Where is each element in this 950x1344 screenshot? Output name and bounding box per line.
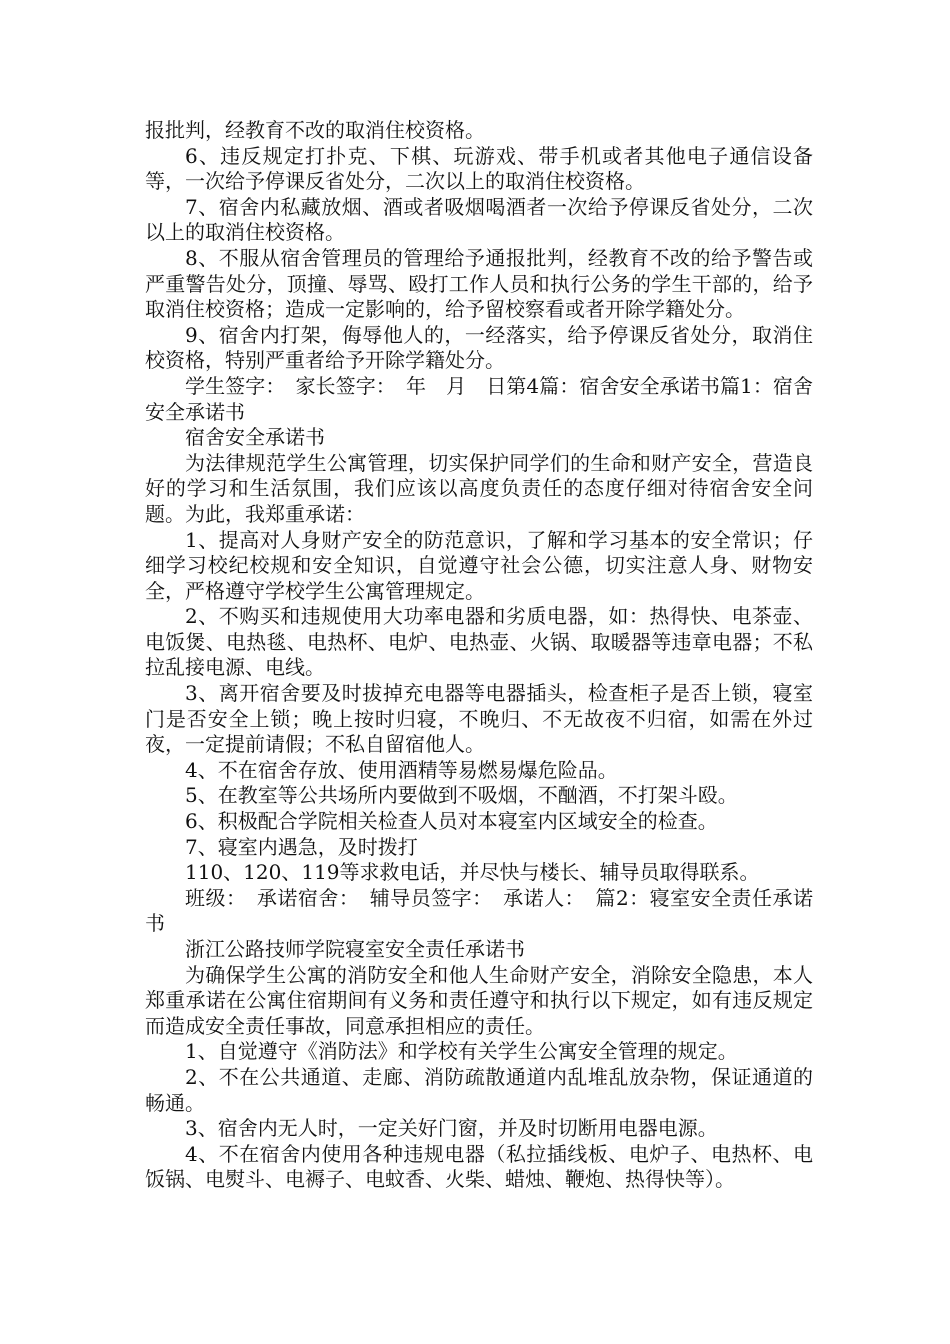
responsibility-item-1: 1、自觉遵守《消防法》和学校有关学生公寓安全管理的规定。: [185, 1039, 738, 1064]
pledge-item-4: 4、不在宿舍存放、使用酒精等易燃易爆危险品。: [185, 757, 618, 782]
section-title-1: 宿舍安全承诺书: [185, 425, 325, 450]
pledge-item-2: 2、不购买和违规使用大功率电器和劣质电器，如：热得快、电茶壶、电饭煲、电热毯、电热杯、电炉、电热壶、火锅、取暖器等违章电器；不私拉乱接电源、电线。: [145, 604, 813, 680]
intro-paragraph-2: 为确保学生公寓的消防安全和他人生命财产安全，消除安全隐患，本人郑重承诺在公寓住宿期间有义务和责任遵守和执行以下规定，如有违反规定而造成安全责任事故，同意承担相应的责任。: [145, 962, 813, 1038]
document-body: [145, 118, 813, 1193]
pledge-item-7: 7、寝室内遇急，及时拨打: [185, 834, 418, 859]
responsibility-item-3: 3、宿舍内无人时，一定关好门窗，并及时切断用电器电源。: [185, 1116, 718, 1141]
pledge-item-5: 5、在教室等公共场所内要做到不吸烟，不酗酒，不打架斗殴。: [185, 783, 738, 808]
paragraph-continuation: 报批判，经教育不改的取消住校资格。: [145, 118, 485, 142]
emergency-numbers-line: 110、120、119等求救电话，并尽快与楼长、辅导员取得联系。: [185, 860, 760, 885]
rule-item-6: 6、违反规定打扑克、下棋、玩游戏、带手机或者其他电子通信设备等，一次给予停课反省处分，二次以上的取消住校资格。: [145, 143, 813, 194]
pledge-item-3: 3、离开宿舍要及时拔掉充电器等电器插头，检查柜子是否上锁，寝室门是否安全上锁；晚上按时归寝，不晚归、不无故夜不归宿，如需在外过夜，一定提前请假；不私自留宿他人。: [145, 681, 813, 757]
pledge-item-6: 6、积极配合学院相关检查人员对本寝室内区域安全的检查。: [185, 809, 718, 834]
responsibility-item-2: 2、不在公共通道、走廊、消防疏散通道内乱堆乱放杂物，保证通道的畅通。: [145, 1064, 813, 1115]
pledge-item-1: 1、提高对人身财产安全的防范意识，了解和学习基本的安全常识；仔细学习校纪校规和安全知识，自觉遵守社会公德，切实注意人身、财物安全，严格遵守学校学生公寓管理规定。: [145, 527, 813, 603]
section-title-2: 浙江公路技师学院寝室安全责任承诺书: [185, 937, 525, 961]
intro-paragraph-1: 为法律规范学生公寓管理，切实保护同学们的生命和财产安全，营造良好的学习和生活氛围，我们应该以高度负责任的态度仔细对待宿舍安全问题。为此，我郑重承诺：: [145, 450, 813, 526]
signature-line-2: 班级： 承诺宿舍： 辅导员签字： 承诺人： 篇2：寝室安全责任承诺书: [145, 885, 813, 936]
signature-line-1: 学生签字： 家长签字： 年 月 日第4篇：宿舍安全承诺书篇1：宿舍安全承诺书: [145, 373, 813, 424]
responsibility-item-4: 4、不在宿舍内使用各种违规电器（私拉插线板、电炉子、电热杯、电饭锅、电熨斗、电褥子、电蚊香、火柴、蜡烛、鞭炮、热得快等）。: [145, 1141, 813, 1192]
rule-item-8: 8、不服从宿舍管理员的管理给予通报批判，经教育不改的给予警告或严重警告处分，顶撞、辱骂、殴打工作人员和执行公务的学生干部的，给予取消住校资格；造成一定影响的，给予留校察看或者开除学籍处分。: [145, 245, 813, 322]
rule-item-9: 9、宿舍内打架，侮辱他人的，一经落实，给予停课反省处分，取消住校资格，特别严重者给予开除学籍处分。: [145, 322, 813, 373]
rule-item-7: 7、宿舍内私藏放烟、酒或者吸烟喝酒者一次给予停课反省处分，二次以上的取消住校资格。: [145, 194, 813, 245]
